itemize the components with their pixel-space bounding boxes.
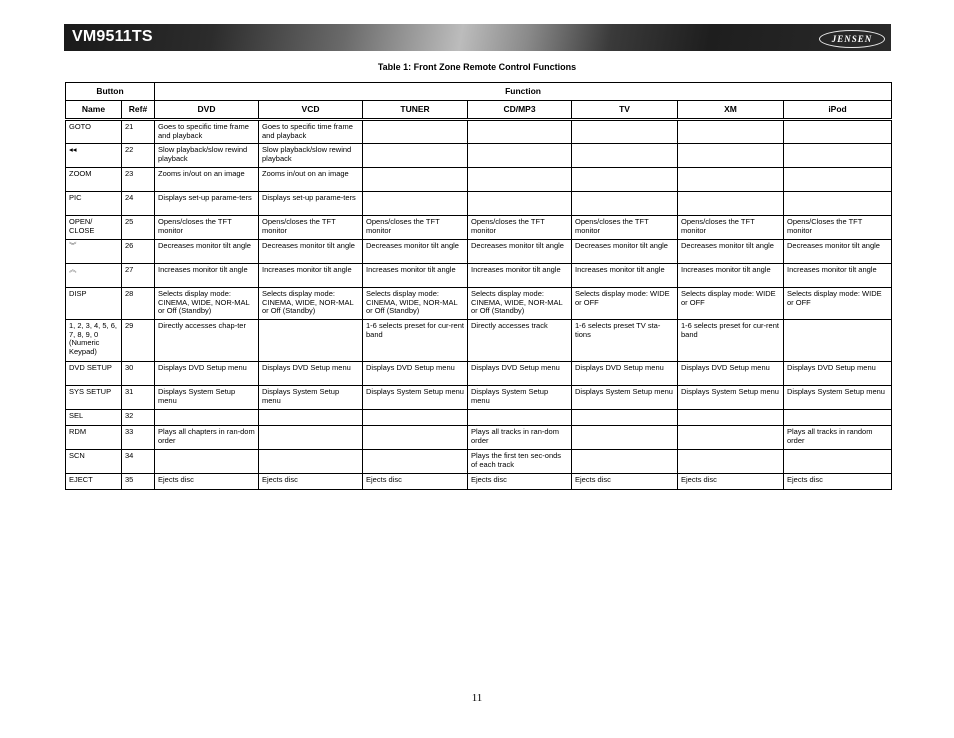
table-row [66, 386, 892, 410]
function-cell [259, 426, 363, 450]
button-name-cell: EJECT [66, 474, 122, 490]
function-cell: Displays DVD Setup menu [155, 362, 259, 386]
button-name-cell: ZOOM [66, 168, 122, 192]
function-cell: Plays all tracks in ran-dom order [468, 426, 572, 450]
function-cell: Selects display mode: WIDE or OFF [572, 288, 678, 320]
function-cell: Decreases monitor tilt angle [468, 240, 572, 264]
column-header-tuner: TUNER [363, 101, 468, 120]
function-cell: Zooms in/out on an image [155, 168, 259, 192]
function-cell [678, 120, 784, 144]
function-cell: Displays System Setup menu [259, 386, 363, 410]
function-cell: Displays DVD Setup menu [678, 362, 784, 386]
table-row [66, 216, 892, 240]
button-name-cell: GOTO [66, 120, 122, 144]
table-row [66, 192, 892, 216]
column-header-tv: TV [572, 101, 678, 120]
function-cell [784, 450, 892, 474]
function-cell [678, 410, 784, 426]
function-cell [468, 120, 572, 144]
jensen-logo: JENSEN [819, 30, 885, 48]
function-cell: Opens/closes the TFT monitor [572, 216, 678, 240]
function-cell [363, 144, 468, 168]
function-cell: Increases monitor tilt angle [155, 264, 259, 288]
function-cell: Displays System Setup menu [363, 386, 468, 410]
function-cell [572, 426, 678, 450]
function-cell [678, 450, 784, 474]
function-cell: Opens/Closes the TFT monitor [784, 216, 892, 240]
button-name-cell: 1, 2, 3, 4, 5, 6, 7, 8, 9, 0 (Numeric Keypad) [66, 320, 122, 362]
column-header-dvd: DVD [155, 101, 259, 120]
function-cell [363, 192, 468, 216]
function-cell: Opens/closes the TFT monitor [468, 216, 572, 240]
page-number: 11 [471, 692, 483, 704]
remote-functions-table [65, 82, 892, 490]
function-cell: Selects display mode: CINEMA, WIDE, NOR-MAL or Off (Standby) [468, 288, 572, 320]
table-row [66, 288, 892, 320]
function-cell: Decreases monitor tilt angle [155, 240, 259, 264]
function-cell [784, 144, 892, 168]
function-cell [363, 426, 468, 450]
function-cell: Ejects disc [678, 474, 784, 490]
ref-number-cell: 25 [122, 216, 155, 240]
table-row [66, 264, 892, 288]
model-title: VM9511TS [72, 28, 153, 45]
function-cell [468, 144, 572, 168]
function-cell: Displays System Setup menu [678, 386, 784, 410]
function-cell: Displays DVD Setup menu [572, 362, 678, 386]
function-cell: 1-6 selects preset for cur-rent band [678, 320, 784, 362]
function-cell: Displays DVD Setup menu [468, 362, 572, 386]
function-cell: Plays all tracks in random order [784, 426, 892, 450]
function-cell [784, 320, 892, 362]
table-row [66, 450, 892, 474]
table-row [66, 362, 892, 386]
function-cell: Increases monitor tilt angle [363, 264, 468, 288]
button-name-cell: DISP [66, 288, 122, 320]
function-cell: Displays set-up parame-ters [259, 192, 363, 216]
function-cell: Increases monitor tilt angle [784, 264, 892, 288]
function-cell [678, 144, 784, 168]
ref-number-cell: 30 [122, 362, 155, 386]
function-cell: Displays System Setup menu [155, 386, 259, 410]
function-cell: Selects display mode: WIDE or OFF [678, 288, 784, 320]
function-cell: Displays System Setup menu [468, 386, 572, 410]
ref-number-cell: 28 [122, 288, 155, 320]
ref-number-cell: 34 [122, 450, 155, 474]
function-cell: Displays System Setup menu [784, 386, 892, 410]
function-cell: Opens/closes the TFT monitor [678, 216, 784, 240]
table-row [66, 168, 892, 192]
function-cell [572, 450, 678, 474]
function-cell: Increases monitor tilt angle [468, 264, 572, 288]
slow-rewind-icon: ◂◂ [66, 144, 122, 168]
function-cell: Displays System Setup menu [572, 386, 678, 410]
button-group-header: Button [66, 83, 155, 101]
function-cell [784, 410, 892, 426]
ref-number-cell: 26 [122, 240, 155, 264]
function-cell: Selects display mode: WIDE or OFF [784, 288, 892, 320]
function-cell [572, 192, 678, 216]
function-cell: Goes to specific time frame and playback [155, 120, 259, 144]
function-cell: Ejects disc [363, 474, 468, 490]
function-cell: Ejects disc [784, 474, 892, 490]
function-cell: Increases monitor tilt angle [572, 264, 678, 288]
function-cell [784, 120, 892, 144]
function-cell [363, 120, 468, 144]
function-cell: Selects display mode: CINEMA, WIDE, NOR-MAL or Off (Standby) [155, 288, 259, 320]
function-cell [363, 450, 468, 474]
function-cell: Plays all chapters in ran-dom order [155, 426, 259, 450]
function-cell: Ejects disc [572, 474, 678, 490]
table-row [66, 144, 892, 168]
function-cell [468, 192, 572, 216]
table-row [66, 320, 892, 362]
function-cell [363, 410, 468, 426]
function-cell: Displays DVD Setup menu [784, 362, 892, 386]
function-cell: Increases monitor tilt angle [259, 264, 363, 288]
table-row [66, 410, 892, 426]
function-cell: Directly accesses chap-ter [155, 320, 259, 362]
column-header-cdmp3: CD/MP3 [468, 101, 572, 120]
ref-number-cell: 31 [122, 386, 155, 410]
button-name-cell: SYS SETUP [66, 386, 122, 410]
function-cell: Decreases monitor tilt angle [572, 240, 678, 264]
table-row [66, 426, 892, 450]
ref-number-cell: 32 [122, 410, 155, 426]
function-cell: Displays DVD Setup menu [259, 362, 363, 386]
button-name-cell: RDM [66, 426, 122, 450]
function-cell [468, 410, 572, 426]
button-name-cell: SEL [66, 410, 122, 426]
function-cell [363, 168, 468, 192]
function-cell [784, 192, 892, 216]
function-cell: Displays DVD Setup menu [363, 362, 468, 386]
function-cell [468, 168, 572, 192]
function-cell: Increases monitor tilt angle [678, 264, 784, 288]
function-cell: Plays the first ten sec-onds of each track [468, 450, 572, 474]
function-cell: Decreases monitor tilt angle [678, 240, 784, 264]
tilt-down-icon: ︾ [66, 240, 122, 264]
function-cell: Slow playback/slow rewind playback [155, 144, 259, 168]
header-banner [64, 24, 891, 51]
ref-number-cell: 29 [122, 320, 155, 362]
ref-number-cell: 22 [122, 144, 155, 168]
function-cell [572, 144, 678, 168]
column-header-vcd: VCD [259, 101, 363, 120]
function-cell: Ejects disc [468, 474, 572, 490]
table-body [66, 120, 892, 490]
ref-number-cell: 24 [122, 192, 155, 216]
tilt-up-icon: ︽ [66, 264, 122, 288]
function-cell: Decreases monitor tilt angle [784, 240, 892, 264]
function-cell [259, 450, 363, 474]
column-header-name: Name [66, 101, 122, 120]
function-cell: Opens/closes the TFT monitor [259, 216, 363, 240]
function-cell: Opens/closes the TFT monitor [363, 216, 468, 240]
function-cell: Selects display mode: CINEMA, WIDE, NOR-MAL or Off (Standby) [363, 288, 468, 320]
table-row [66, 120, 892, 144]
ref-number-cell: 27 [122, 264, 155, 288]
function-cell: 1-6 selects preset TV sta-tions [572, 320, 678, 362]
function-cell: Selects display mode: CINEMA, WIDE, NOR-MAL or Off (Standby) [259, 288, 363, 320]
function-cell: Decreases monitor tilt angle [259, 240, 363, 264]
button-name-cell: DVD SETUP [66, 362, 122, 386]
table-caption: Table 1: Front Zone Remote Control Functions [377, 62, 577, 72]
function-cell [572, 410, 678, 426]
table-row [66, 240, 892, 264]
function-cell: Zooms in/out on an image [259, 168, 363, 192]
function-cell [678, 168, 784, 192]
function-cell: Ejects disc [155, 474, 259, 490]
function-cell [678, 426, 784, 450]
function-cell [572, 168, 678, 192]
function-cell: Decreases monitor tilt angle [363, 240, 468, 264]
function-cell [155, 450, 259, 474]
function-cell [572, 120, 678, 144]
function-cell [259, 410, 363, 426]
function-cell [784, 168, 892, 192]
ref-number-cell: 21 [122, 120, 155, 144]
function-cell: Directly accesses track [468, 320, 572, 362]
function-cell [678, 192, 784, 216]
ref-number-cell: 23 [122, 168, 155, 192]
ref-number-cell: 33 [122, 426, 155, 450]
function-cell: Goes to specific time frame and playback [259, 120, 363, 144]
function-group-header: Function [155, 83, 892, 101]
table-row [66, 474, 892, 490]
column-header-xm: XM [678, 101, 784, 120]
function-cell [259, 320, 363, 362]
button-name-cell: SCN [66, 450, 122, 474]
function-cell: Opens/closes the TFT monitor [155, 216, 259, 240]
ref-number-cell: 35 [122, 474, 155, 490]
column-header-ipod: iPod [784, 101, 892, 120]
function-cell: 1-6 selects preset for cur-rent band [363, 320, 468, 362]
button-name-cell: OPEN/ CLOSE [66, 216, 122, 240]
button-name-cell: PIC [66, 192, 122, 216]
function-cell [155, 410, 259, 426]
function-cell: Displays set-up parame-ters [155, 192, 259, 216]
column-header-ref: Ref# [122, 101, 155, 120]
function-cell: Slow playback/slow rewind playback [259, 144, 363, 168]
function-cell: Ejects disc [259, 474, 363, 490]
